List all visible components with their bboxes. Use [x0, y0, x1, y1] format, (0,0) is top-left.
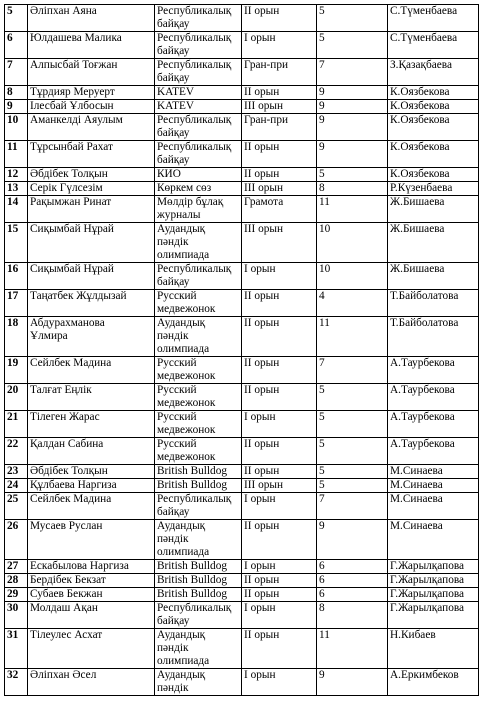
row-number: 20 [5, 384, 28, 411]
table-row [5, 574, 479, 588]
student-name: Серік Гүлсезім [28, 182, 155, 196]
grade-level: 8 [317, 602, 388, 629]
teacher-name: К.Оязбекова [388, 168, 479, 182]
student-name: Аманкелді Аяулым [28, 114, 155, 141]
table-row [5, 560, 479, 574]
student-name: Субаев Бекжан [28, 588, 155, 602]
teacher-name: Ж.Бишаева [388, 263, 479, 290]
event-name: Республикалық байқау [155, 493, 242, 520]
teacher-name: М.Синаева [388, 479, 479, 493]
award-place: II орын [242, 629, 317, 669]
student-name: Алпысбай Тоғжан [28, 59, 155, 86]
row-number: 9 [5, 100, 28, 114]
grade-level: 10 [317, 223, 388, 263]
student-name: Юлдашева Малика [28, 32, 155, 59]
event-name: Көркем сөз [155, 182, 242, 196]
award-place: I орын [242, 32, 317, 59]
event-name: British Bulldog [155, 465, 242, 479]
student-name: Сейлбек Мадина [28, 357, 155, 384]
table-row [5, 263, 479, 290]
teacher-name: М.Синаева [388, 493, 479, 520]
row-number: 21 [5, 411, 28, 438]
row-number: 27 [5, 560, 28, 574]
table-row [5, 182, 479, 196]
teacher-name: Р.Күзенбаева [388, 182, 479, 196]
student-name: Таңатбек Жұлдызай [28, 290, 155, 317]
student-name: Ескабылова Наргиза [28, 560, 155, 574]
table-row [5, 5, 479, 32]
grade-level: 5 [317, 465, 388, 479]
student-name: Рақымжан Ринат [28, 196, 155, 223]
award-place: I орын [242, 263, 317, 290]
grade-level: 9 [317, 141, 388, 168]
table-row [5, 384, 479, 411]
table-row [5, 629, 479, 669]
award-place: I орын [242, 602, 317, 629]
award-place: Гран-при [242, 59, 317, 86]
event-name: British Bulldog [155, 588, 242, 602]
award-place: I орын [242, 411, 317, 438]
award-place: II орын [242, 357, 317, 384]
award-place: I орын [242, 493, 317, 520]
teacher-name: Т.Байболатова [388, 317, 479, 357]
table-row [5, 196, 479, 223]
grade-level: 4 [317, 290, 388, 317]
grade-level: 9 [317, 520, 388, 560]
award-place: Гран-при [242, 114, 317, 141]
award-place: II орын [242, 384, 317, 411]
teacher-name: Ж.Бишаева [388, 223, 479, 263]
teacher-name: З.Қазақбаева [388, 59, 479, 86]
teacher-name: А.Таурбекова [388, 411, 479, 438]
grade-level: 5 [317, 438, 388, 465]
grade-level: 7 [317, 493, 388, 520]
grade-level: 9 [317, 86, 388, 100]
award-place: II орын [242, 465, 317, 479]
event-name: British Bulldog [155, 574, 242, 588]
event-name: Русский медвежонок [155, 384, 242, 411]
row-number: 24 [5, 479, 28, 493]
event-name: Аудандық пәндік олимпиада [155, 520, 242, 560]
table-row [5, 479, 479, 493]
award-place: II орын [242, 168, 317, 182]
event-name: Русский медвежонок [155, 290, 242, 317]
teacher-name: Г.Жарылқапова [388, 560, 479, 574]
student-name: Бердібек Бекзат [28, 574, 155, 588]
table-row [5, 588, 479, 602]
event-name: Русский медвежонок [155, 357, 242, 384]
row-number: 6 [5, 32, 28, 59]
table-row [5, 223, 479, 263]
event-name: КИО [155, 168, 242, 182]
award-place: II орын [242, 438, 317, 465]
award-place: II орын [242, 290, 317, 317]
row-number: 17 [5, 290, 28, 317]
event-name: Русский медвежонок [155, 438, 242, 465]
student-name: Қалдан Сабина [28, 438, 155, 465]
grade-level: 5 [317, 479, 388, 493]
teacher-name: С.Түменбаева [388, 5, 479, 32]
award-place: Грамота [242, 196, 317, 223]
teacher-name: А.Таурбекова [388, 357, 479, 384]
event-name: Республикалық байқау [155, 32, 242, 59]
table-row [5, 59, 479, 86]
student-name: Сиқымбай Нұрай [28, 223, 155, 263]
table-row [5, 100, 479, 114]
event-name: Республикалық байқау [155, 141, 242, 168]
award-place: II орын [242, 520, 317, 560]
student-name: Мусаев Руслан [28, 520, 155, 560]
award-place: II орын [242, 86, 317, 100]
table-row [5, 493, 479, 520]
row-number: 25 [5, 493, 28, 520]
teacher-name: Г.Жарылқапова [388, 602, 479, 629]
table-row [5, 669, 479, 696]
student-name: Тілеулес Асхат [28, 629, 155, 669]
student-name: Әліпхан Әсел [28, 669, 155, 696]
student-name: Тілеген Жарас [28, 411, 155, 438]
grade-level: 5 [317, 5, 388, 32]
teacher-name: К.Оязбекова [388, 86, 479, 100]
grade-level: 8 [317, 182, 388, 196]
grade-level: 11 [317, 629, 388, 669]
teacher-name: А.Таурбекова [388, 384, 479, 411]
event-name: KATEV [155, 86, 242, 100]
grade-level: 9 [317, 114, 388, 141]
award-place: II орын [242, 588, 317, 602]
grade-level: 6 [317, 574, 388, 588]
row-number: 10 [5, 114, 28, 141]
student-name: Сейлбек Мадина [28, 493, 155, 520]
event-name: Аудандық пәндік олимпиада [155, 629, 242, 669]
student-name: Сиқымбай Нұрай [28, 263, 155, 290]
grade-level: 10 [317, 263, 388, 290]
table-row [5, 168, 479, 182]
teacher-name: К.Оязбекова [388, 100, 479, 114]
row-number: 8 [5, 86, 28, 100]
row-number: 12 [5, 168, 28, 182]
event-name: British Bulldog [155, 479, 242, 493]
table-row [5, 290, 479, 317]
award-place: I орын [242, 560, 317, 574]
teacher-name: Н.Кибаев [388, 629, 479, 669]
row-number: 29 [5, 588, 28, 602]
row-number: 23 [5, 465, 28, 479]
teacher-name: К.Оязбекова [388, 114, 479, 141]
award-place: III орын [242, 100, 317, 114]
grade-level: 6 [317, 588, 388, 602]
award-place: III орын [242, 479, 317, 493]
row-number: 28 [5, 574, 28, 588]
student-name: Ілесбай Ұлбосын [28, 100, 155, 114]
student-name: Талғат Еңлік [28, 384, 155, 411]
award-place: II орын [242, 141, 317, 168]
award-place: III орын [242, 223, 317, 263]
event-name: Аудандық пәндік олимпиада [155, 223, 242, 263]
grade-level: 7 [317, 357, 388, 384]
teacher-name: М.Синаева [388, 520, 479, 560]
student-name: Молдаш Ақан [28, 602, 155, 629]
event-name: Аудандық пәндік олимпиада [155, 317, 242, 357]
grade-level: 7 [317, 59, 388, 86]
grade-level: 5 [317, 168, 388, 182]
teacher-name: А.Еркимбеков [388, 669, 479, 696]
award-place: I орын [242, 669, 317, 696]
row-number: 22 [5, 438, 28, 465]
event-name: Русский медвежонок [155, 411, 242, 438]
event-name: British Bulldog [155, 560, 242, 574]
table-row [5, 141, 479, 168]
award-place: III орын [242, 182, 317, 196]
row-number: 30 [5, 602, 28, 629]
table-row [5, 520, 479, 560]
teacher-name: С.Түменбаева [388, 32, 479, 59]
table-row [5, 114, 479, 141]
event-name: Республикалық байқау [155, 263, 242, 290]
teacher-name: Т.Байболатова [388, 290, 479, 317]
event-name: Аудандық пәндік [155, 669, 242, 696]
event-name: Республикалық байқау [155, 602, 242, 629]
grade-level: 5 [317, 411, 388, 438]
award-place: II орын [242, 317, 317, 357]
row-number: 18 [5, 317, 28, 357]
student-name: Абдурахманова Ұлмира [28, 317, 155, 357]
grade-level: 11 [317, 317, 388, 357]
student-name: Әбдібек Толқын [28, 168, 155, 182]
row-number: 11 [5, 141, 28, 168]
event-name: Республикалық байқау [155, 5, 242, 32]
table-row [5, 86, 479, 100]
student-name: Құлбаева Наргиза [28, 479, 155, 493]
teacher-name: М.Синаева [388, 465, 479, 479]
grade-level: 9 [317, 669, 388, 696]
table-row [5, 357, 479, 384]
teacher-name: Ж.Бишаева [388, 196, 479, 223]
event-name: Республикалық байқау [155, 114, 242, 141]
awards-table [4, 4, 479, 696]
grade-level: 5 [317, 32, 388, 59]
grade-level: 5 [317, 384, 388, 411]
table-row [5, 317, 479, 357]
row-number: 5 [5, 5, 28, 32]
student-name: Әліпхан Аяна [28, 5, 155, 32]
row-number: 31 [5, 629, 28, 669]
student-name: Әбдібек Толқын [28, 465, 155, 479]
grade-level: 11 [317, 196, 388, 223]
table-row [5, 438, 479, 465]
row-number: 7 [5, 59, 28, 86]
row-number: 26 [5, 520, 28, 560]
event-name: KATEV [155, 100, 242, 114]
student-name: Тұрдияр Меруерт [28, 86, 155, 100]
row-number: 15 [5, 223, 28, 263]
teacher-name: Г.Жарылқапова [388, 588, 479, 602]
teacher-name: К.Оязбекова [388, 141, 479, 168]
student-name: Тұрсынбай Рахат [28, 141, 155, 168]
event-name: Мөлдір бұлақ журналы [155, 196, 242, 223]
row-number: 13 [5, 182, 28, 196]
award-place: II орын [242, 574, 317, 588]
event-name: Республикалық байқау [155, 59, 242, 86]
row-number: 16 [5, 263, 28, 290]
table-row [5, 465, 479, 479]
grade-level: 9 [317, 100, 388, 114]
award-place: II орын [242, 5, 317, 32]
row-number: 32 [5, 669, 28, 696]
grade-level: 6 [317, 560, 388, 574]
table-row [5, 411, 479, 438]
teacher-name: А.Таурбекова [388, 438, 479, 465]
table-row [5, 602, 479, 629]
row-number: 14 [5, 196, 28, 223]
teacher-name: Г.Жарылқапова [388, 574, 479, 588]
row-number: 19 [5, 357, 28, 384]
table-row [5, 32, 479, 59]
